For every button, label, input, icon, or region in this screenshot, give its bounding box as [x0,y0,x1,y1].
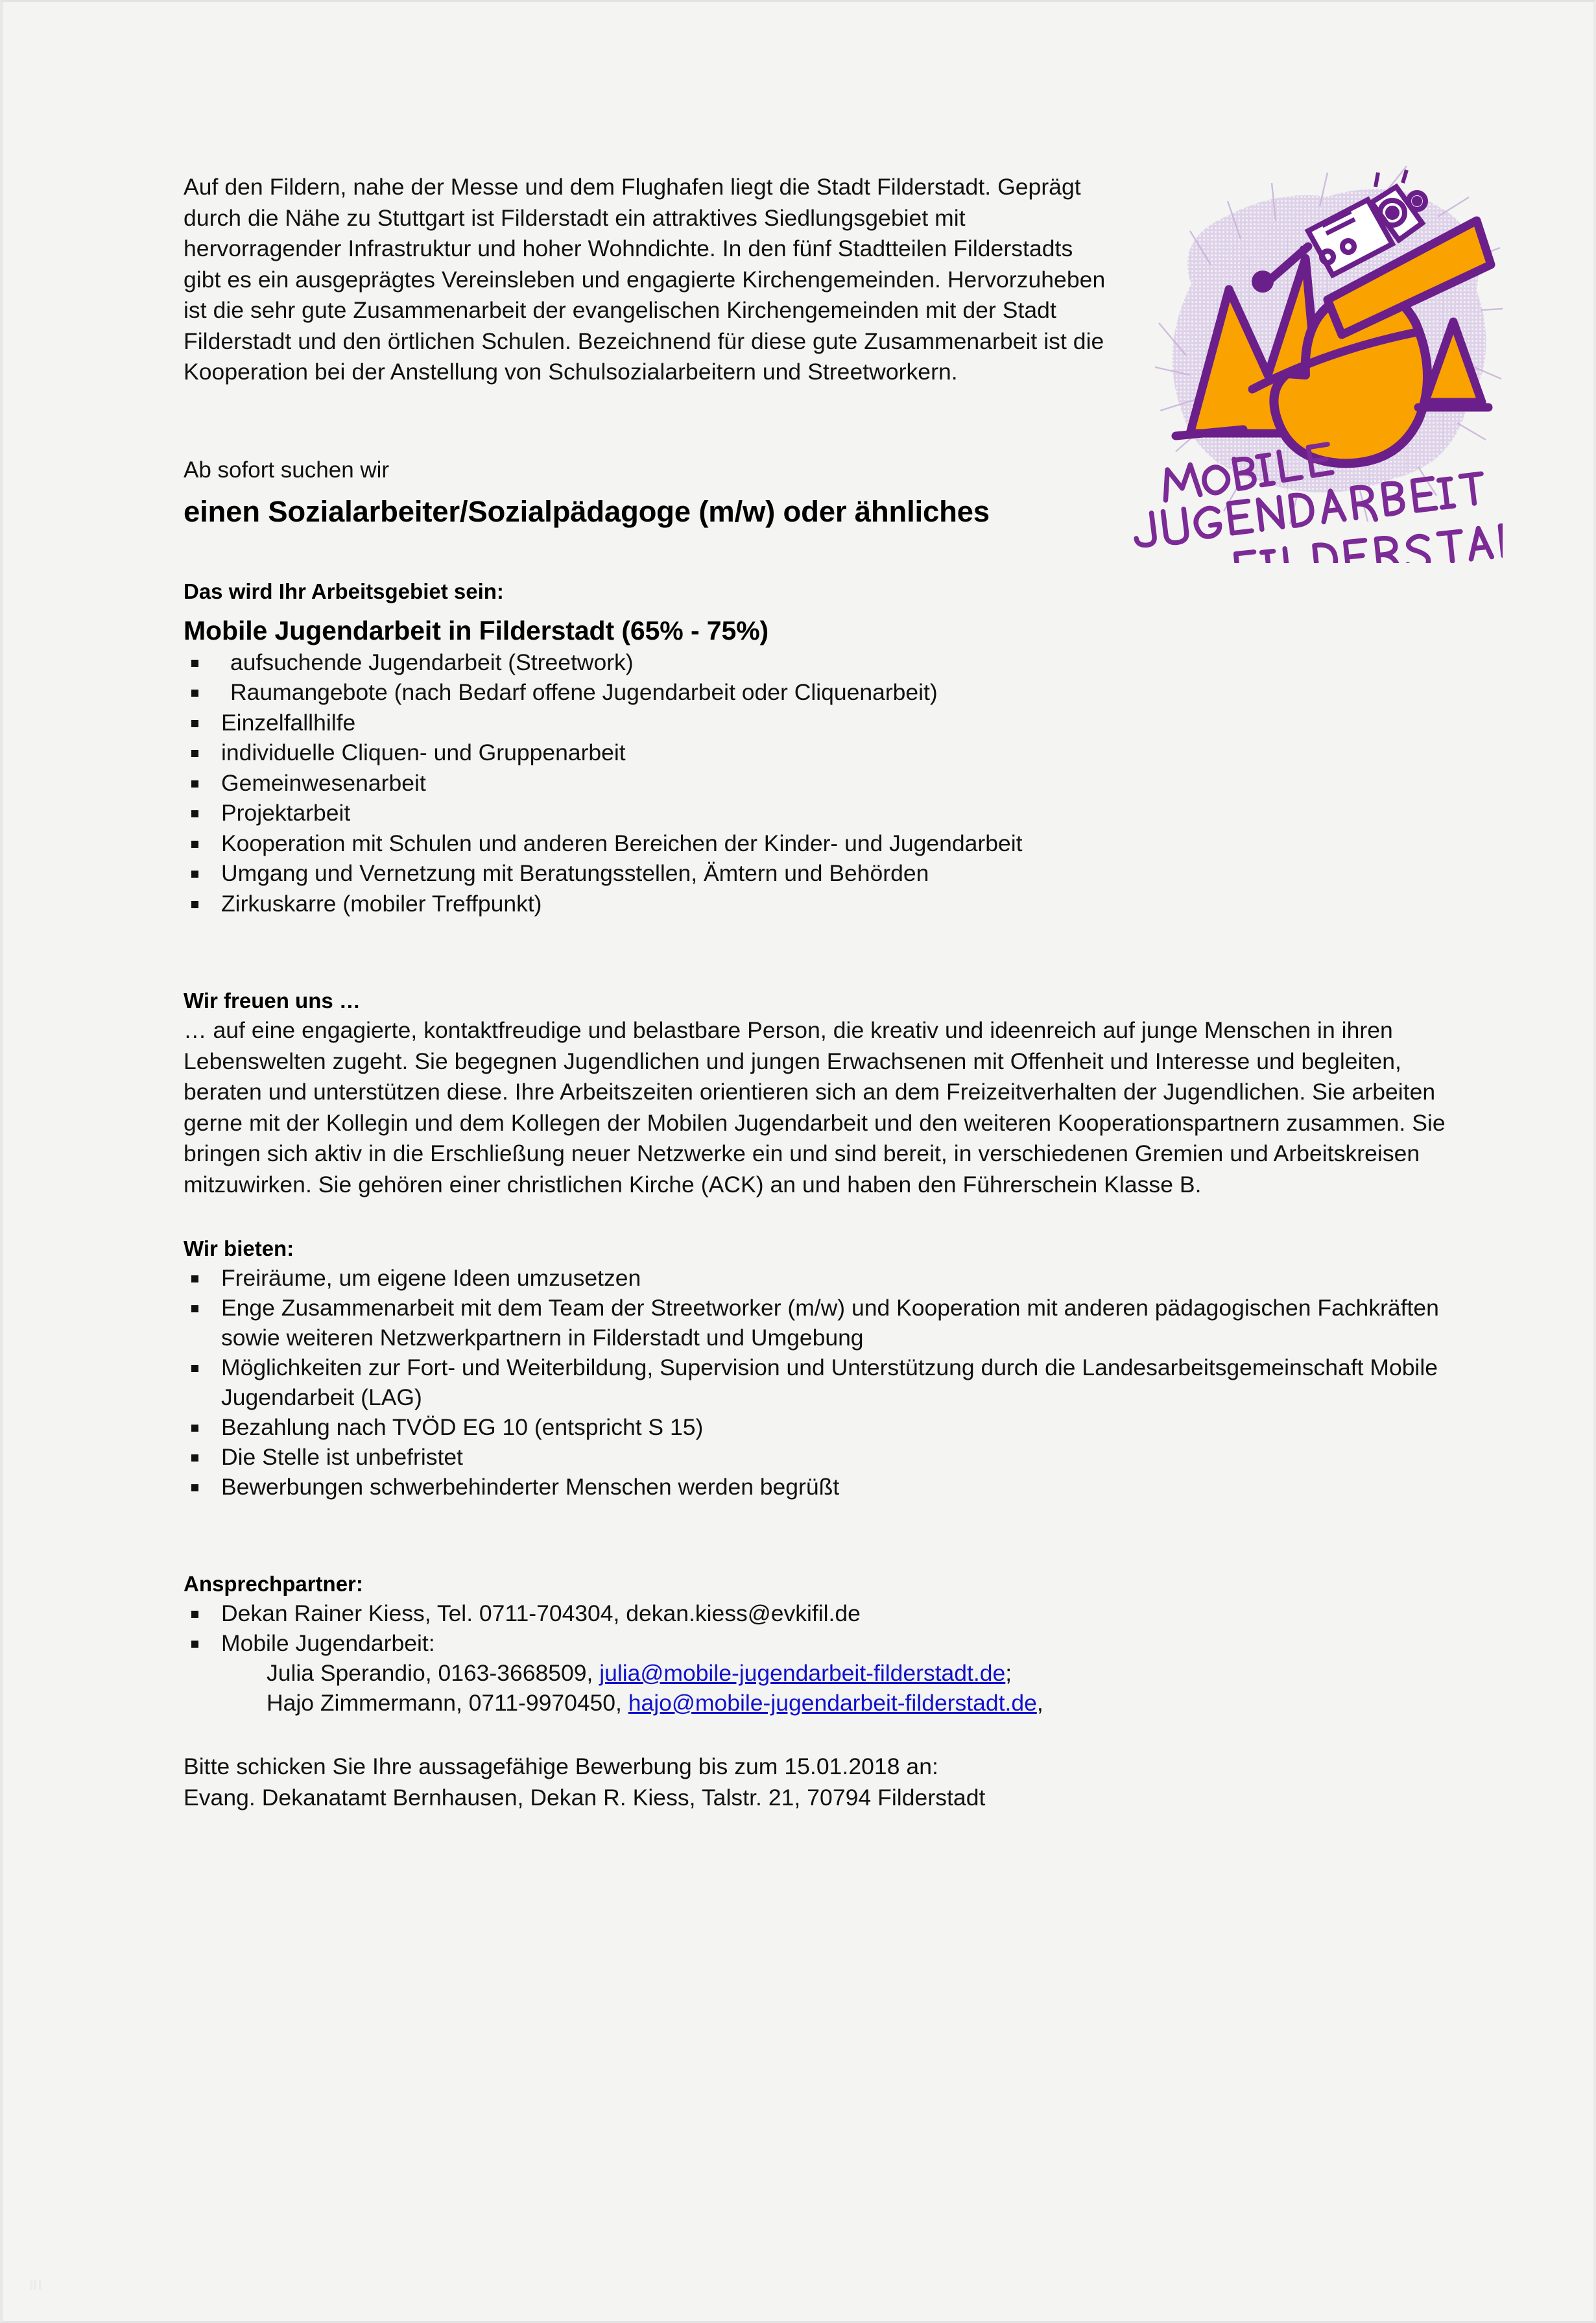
application-line-2: Evang. Dekanatamt Bernhausen, Dekan R. Kiess, Talstr. 21, 70794 Filderstadt [184,1784,986,1811]
contact-person-name-phone: Hajo Zimmermann, 0711-9970450, [267,1690,628,1716]
list-item: Enge Zusammenarbeit mit dem Team der Streetworker (m/w) und Kooperation mit anderen pädagogischen Fachkräften sowie weiteren Netzwerkpartnern in Filderstadt und Umgebung [184,1293,1474,1353]
list-item: Projektarbeit [184,798,1474,828]
list-item: Kooperation mit Schulen und anderen Bereichen der Kinder- und Jugendarbeit [184,828,1474,859]
offer-list [184,1263,1474,1502]
list-item: Umgang und Vernetzung mit Beratungsstellen, Ämtern und Behörden [184,858,1474,889]
list-item: Zirkuskarre (mobiler Treffpunkt) [184,889,1474,919]
list-item: Einzelfallhilfe [184,708,1474,738]
list-item: Raumangebote (nach Bedarf offene Jugendarbeit oder Cliquenarbeit) [184,677,1474,708]
list-item: Die Stelle ist unbefristet [184,1442,1474,1472]
work-area-list [184,647,1474,919]
contact-heading: Ansprechpartner: [184,1572,363,1596]
intro-paragraph: Auf den Fildern, nahe der Messe und dem Flughafen liegt die Stadt Filderstadt. Geprägt durch die Nähe zu Stuttgart ist Filderstadt ein attraktives Siedlungsgebiet mit hervorragender Infrastruktur und hoher Wohndichte. In den fünf Stadtteilen Filderstadts gibt es ein ausgeprägtes Vereinsleben und engagierte Kirchengemeinden. Hervorzuheben ist die sehr gute Zusammenarbeit der evangelischen Kirchengemeinden mit der Stadt Filderstadt und den örtlichen Schulen. Bezeichnend für diese gute Zusammenarbeit ist die Kooperation bei der Anstellung von Schulsozialarbeitern und Streetworkern. [184,174,1106,385]
list-item: Freiräume, um eigene Ideen umzusetzen [184,1263,1474,1293]
offer-heading: Wir bieten: [184,1236,294,1260]
list-item: Mobile Jugendarbeit: [184,1628,1474,1658]
intro-block [184,172,1474,388]
contact-list [184,1598,1474,1658]
contact-person-row [184,1688,1474,1718]
list-item: Dekan Rainer Kiess, Tel. 0711-704304, dekan.kiess@evkifil.de [184,1598,1474,1628]
profile-heading: Wir freuen uns … [184,989,361,1013]
list-item: Bezahlung nach TVÖD EG 10 (entspricht S 15) [184,1412,1474,1442]
contact-person-suffix: , [1036,1690,1043,1716]
work-area-subheading: Mobile Jugendarbeit in Filderstadt (65% - 75%) [184,615,769,645]
list-item: individuelle Cliquen- und Gruppenarbeit [184,738,1474,768]
contact-person-suffix: ; [1005,1660,1012,1686]
profile-paragraph: … auf eine engagierte, kontaktfreudige und belastbare Person, die kreativ und ideenreich auf junge Menschen in ihren Lebenswelten zugeht. Sie begegnen Jugendlichen und jungen Erwachsenen mit Offenheit und Interesse und begleiten, beraten und unterstützen diese. Ihre Arbeitszeiten orientieren sich an dem Freizeitverhalten der Jugendlichen. Sie arbeiten gerne mit der Kollegin und dem Kollegen der Mobilen Jugendarbeit und den weiteren Kooperationspartnern zusammen. Sie bringen sich aktiv in die Erschließung neuer Netzwerke ein und sind bereit, in verschiedenen Gremien und Arbeitskreisen mitzuwirken. Sie gehören einer christlichen Kirche (ACK) an und haben den Führerschein Klasse B. [184,1017,1446,1198]
list-item: Gemeinwesenarbeit [184,768,1474,799]
list-item: Bewerbungen schwerbehinderter Menschen werden begrüßt [184,1472,1474,1502]
application-line-1: Bitte schicken Sie Ihre aussagefähige Bewerbung bis zum 15.01.2018 an: [184,1753,938,1779]
email-link-hajo[interactable]: hajo@mobile-jugendarbeit-filderstadt.de [628,1690,1037,1716]
work-area-heading: Das wird Ihr Arbeitsgebiet sein: [184,579,504,603]
contact-person-name-phone: Julia Sperandio, 0163-3668509, [267,1660,600,1686]
list-item: aufsuchende Jugendarbeit (Streetwork) [184,647,1474,678]
list-item: Möglichkeiten zur Fort- und Weiterbildung, Supervision und Unterstützung durch die Landesarbeitsgemeinschaft Mobile Jugendarbeit (LAG) [184,1353,1474,1412]
scan-artifact [30,2280,47,2290]
email-link-julia[interactable]: julia@mobile-jugendarbeit-filderstadt.de [599,1660,1006,1686]
contact-person-row [184,1658,1474,1688]
vacancy-title: einen Sozialarbeiter/Sozialpädagoge (m/w) oder ähnliches [184,494,990,528]
vacancy-lead-in: Ab sofort suchen wir [184,457,390,483]
